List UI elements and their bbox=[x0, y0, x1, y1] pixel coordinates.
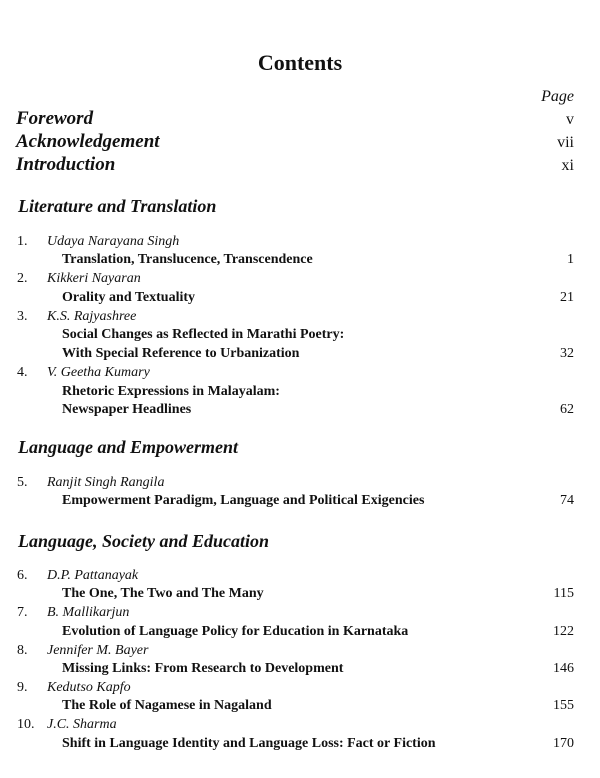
entry-title-continued: With Special Reference to Urbanization bbox=[62, 346, 300, 361]
front-matter-introduction-page: xi bbox=[561, 157, 574, 174]
entry-author: V. Geetha Kumary bbox=[47, 365, 150, 380]
entry-page: 62 bbox=[560, 402, 574, 417]
entry-title: Social Changes as Reflected in Marathi Poetry: bbox=[62, 327, 345, 342]
entry-title: Translation, Translucence, Transcendence bbox=[62, 252, 313, 267]
entry-page: 21 bbox=[560, 290, 574, 305]
entry-author: J.C. Sharma bbox=[47, 717, 117, 732]
entry-author: B. Mallikarjun bbox=[47, 605, 130, 620]
front-matter-introduction: Introduction bbox=[16, 154, 116, 175]
entry-number: 10. bbox=[17, 717, 35, 732]
entry-author: Ranjit Singh Rangila bbox=[47, 475, 165, 490]
entry-title-continued: Newspaper Headlines bbox=[62, 402, 192, 417]
entry-number: 3. bbox=[17, 309, 28, 324]
entry-number: 1. bbox=[17, 234, 28, 249]
entry-page: 1 bbox=[567, 252, 574, 267]
entry-title: Shift in Language Identity and Language Loss: Fact or Fiction bbox=[62, 736, 436, 751]
entry-page: 32 bbox=[560, 346, 574, 361]
entry-title: Orality and Textuality bbox=[62, 290, 196, 305]
entry-title: Rhetoric Expressions in Malayalam: bbox=[62, 384, 280, 399]
section-heading: Language and Empowerment bbox=[18, 437, 239, 457]
entry-title: Missing Links: From Research to Development bbox=[62, 661, 344, 676]
entry-page: 155 bbox=[553, 698, 574, 713]
entry-number: 7. bbox=[17, 605, 28, 620]
entry-title: The One, The Two and The Many bbox=[62, 586, 264, 601]
section-heading: Literature and Translation bbox=[18, 196, 217, 216]
entry-author: Kedutso Kapfo bbox=[47, 680, 131, 695]
entry-title: Evolution of Language Policy for Education in Karnataka bbox=[62, 624, 409, 639]
front-matter-foreword: Foreword bbox=[16, 108, 94, 129]
section-heading: Language, Society and Education bbox=[18, 531, 270, 551]
entry-number: 9. bbox=[17, 680, 28, 695]
entry-number: 2. bbox=[17, 271, 28, 286]
entry-page: 122 bbox=[553, 624, 574, 639]
entry-page: 115 bbox=[553, 586, 574, 601]
front-matter-foreword-page: v bbox=[566, 111, 574, 128]
entry-page: 170 bbox=[553, 736, 574, 751]
entry-author: Udaya Narayana Singh bbox=[47, 234, 180, 249]
entry-number: 6. bbox=[17, 568, 28, 583]
front-matter-acknowledgement: Acknowledgement bbox=[16, 131, 160, 152]
entry-number: 8. bbox=[17, 643, 28, 658]
entry-page: 146 bbox=[553, 661, 574, 676]
page-column-header: Page bbox=[541, 88, 574, 105]
entry-number: 4. bbox=[17, 365, 28, 380]
entry-author: D.P. Pattanayak bbox=[47, 568, 139, 583]
entry-title: The Role of Nagamese in Nagaland bbox=[62, 698, 272, 713]
entry-title: Empowerment Paradigm, Language and Political Exigencies bbox=[62, 493, 425, 508]
front-matter-acknowledgement-page: vii bbox=[557, 134, 574, 151]
entry-author: Jennifer M. Bayer bbox=[47, 643, 149, 658]
entry-number: 5. bbox=[17, 475, 28, 490]
entry-page: 74 bbox=[560, 493, 574, 508]
entry-author: Kikkeri Nayaran bbox=[47, 271, 141, 286]
page-title: Contents bbox=[257, 50, 343, 75]
entry-author: K.S. Rajyashree bbox=[47, 309, 137, 324]
